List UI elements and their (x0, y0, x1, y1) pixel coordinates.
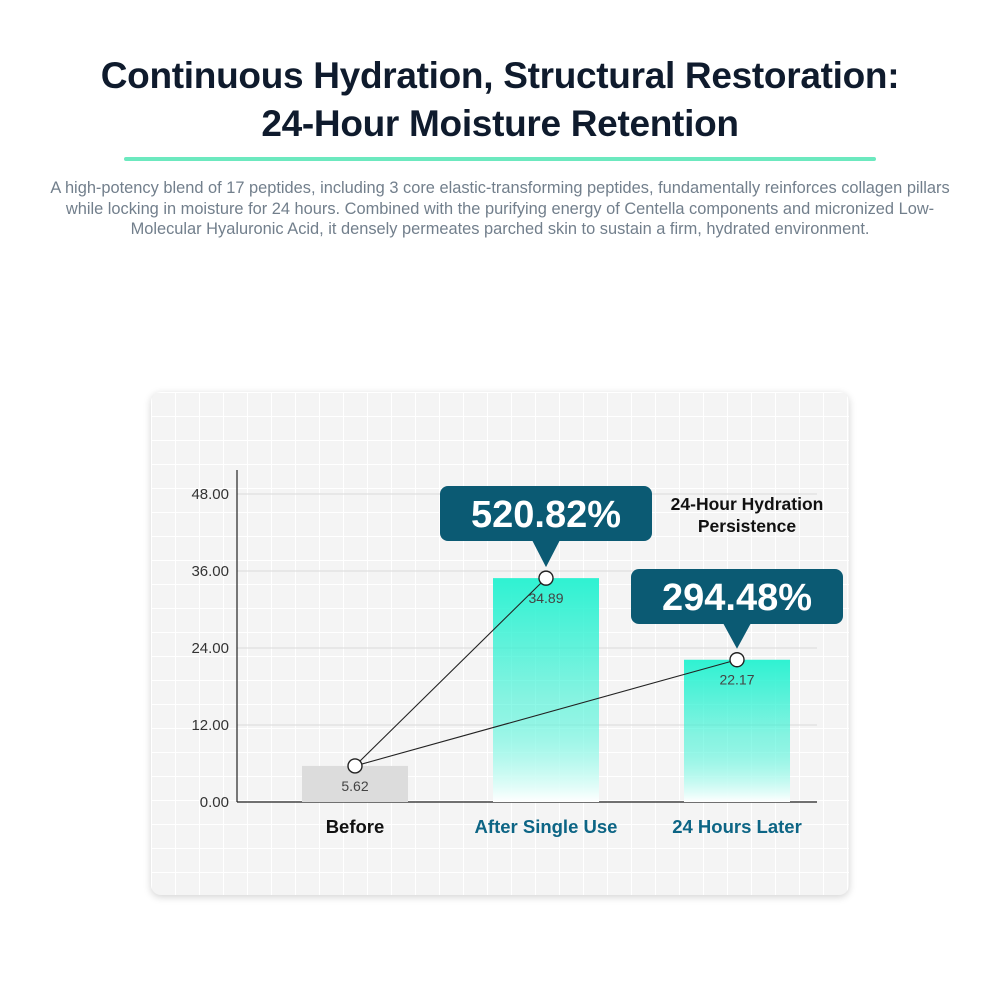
y-tick-label: 36.00 (191, 563, 229, 580)
data-label: 5.62 (341, 777, 369, 794)
page-description: A high-potency blend of 17 peptides, including 3 core elastic-transforming peptides, fundamentally reinforces collagen pillars while locking in moisture for 24 hours. Combined with the purifying energy of Centella components and micronized Low-Molecular Hyaluronic Acid, it densely permeates parched skin to sustain a firm, hydrated environment. (50, 179, 950, 238)
callout-value: 520.82% (470, 494, 622, 536)
callout-value: 294.48% (661, 577, 813, 619)
callout-badge (631, 569, 843, 649)
x-category-label: After Single Use (474, 816, 618, 837)
x-category-label: 24 Hours Later (672, 816, 802, 837)
legend-label: 24-Hour Hydration (670, 494, 824, 514)
callout-pointer (532, 540, 560, 567)
data-point-marker (539, 571, 553, 585)
page-title (0, 52, 1000, 148)
x-category-label: Before (325, 816, 385, 837)
callout-pointer (723, 623, 751, 649)
y-tick-label: 24.00 (191, 640, 229, 657)
y-tick-label: 48.00 (191, 486, 229, 503)
bar-chart (151, 392, 849, 895)
page-title-line-2: 24-Hour Moisture Retention (261, 103, 739, 144)
data-point-marker (730, 653, 744, 667)
y-tick-label: 12.00 (191, 717, 229, 734)
bar-after-single-use (493, 578, 599, 802)
callout-badge (440, 486, 652, 567)
legend-label: Persistence (697, 516, 797, 536)
data-label: 34.89 (528, 590, 564, 607)
title-underline (124, 157, 876, 161)
page-title-line-1: Continuous Hydration, Structural Restoration: (100, 55, 900, 96)
chart-card (151, 392, 849, 895)
data-label: 22.17 (719, 671, 755, 688)
y-tick-label: 0.00 (199, 794, 229, 811)
data-point-marker (348, 759, 362, 773)
